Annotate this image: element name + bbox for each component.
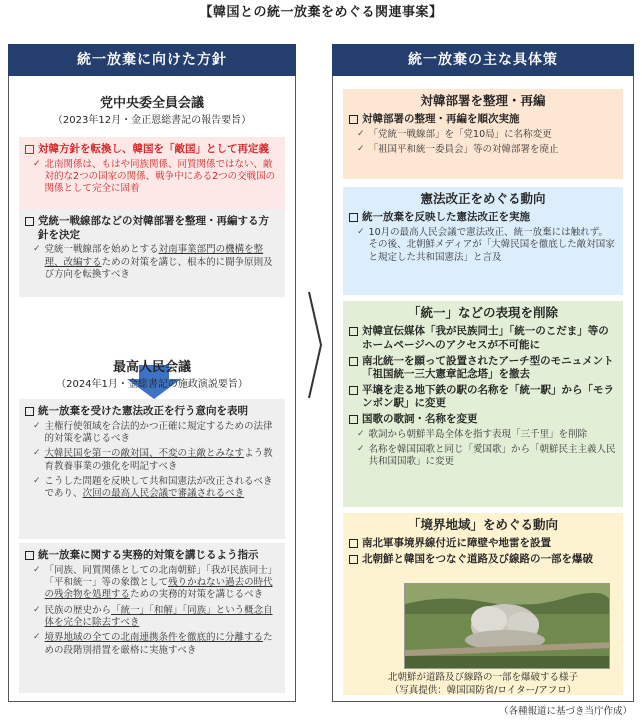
sec4-heading1: 南北軍事境界線付近に障壁や地雷を設置	[349, 537, 617, 551]
sec2-bullet1: ✓ 10月の最高人民会議で憲法改正、統一放棄には触れず。その後、北朝鮮メディアが「大韓民国を徹底した敵対国家と規定した共和国憲法」と言及	[357, 226, 615, 263]
square-bullet-icon	[349, 357, 358, 366]
square-bullet-icon	[349, 327, 358, 336]
sec3-heading3: 平壌を走る地下鉄の駅の名称を「統一駅」から「モランボン駅」に変更	[349, 384, 617, 411]
check-icon: ✓	[33, 158, 41, 169]
sec2-title: 憲法改正をめぐる動向	[420, 191, 546, 206]
sec3-box	[343, 301, 623, 507]
meeting2-bullet3: ✓ こうした問題を反映して共和国憲法が改正されるべきであり、次回の最高人民会議で審議されるべき	[33, 476, 273, 500]
meeting1-subtitle: （2023年12月・金正恩総書記の報告要旨）	[52, 115, 252, 126]
meeting2-box1	[19, 399, 285, 539]
sec3-title: 「統一」などの表現を削除	[407, 305, 558, 320]
square-bullet-icon	[349, 213, 358, 222]
sec3-heading2: 南北統一を願って設置されたアーチ型のモニュメント「祖国統一三大憲章記念塔」を撤去	[349, 355, 617, 382]
explosion-photo	[404, 583, 610, 669]
sec2-heading: 統一放棄を反映した憲法改正を実施	[349, 211, 617, 225]
explosion-image	[405, 584, 610, 669]
meeting2-bullet1: ✓ 主権行使領域を合法的かつ正確に規定するための法律的対策を講じるべき	[33, 420, 273, 444]
meeting2-bullet4: ✓ 「同族、同質関係としての北南朝鮮」「我が民族同士」「平和統一」等の象徴として残りかねない過去の時代の残余物を処理するための実務的対策を講じるべき	[33, 564, 278, 601]
meeting1-bullet1: ✓ 北南関係は、もはや同族関係、同質関係ではない、敵対的な2つの国家の関係、戦争中にある2つの交戦国の関係として完全に固着	[33, 158, 276, 195]
page-title: 【韓国との統一放棄をめぐる関連事案】	[199, 5, 443, 20]
sec1-box	[343, 89, 623, 179]
sec3-bullet2: ✓ 名称を韓国国歌と同じ「愛国歌」から「朝鮮民主主義人民共和国国歌」に変更	[357, 444, 616, 468]
meeting1-bullet2: ✓ 党統一戦線部を始めとする対南事業部門の機構を整理、改編するための対策を講じ、根本的に闘争原則及び方向を転換すべき	[33, 244, 273, 280]
chevron-right-icon	[306, 290, 324, 400]
left-column-header: 統一放棄に向けた方針	[8, 44, 296, 76]
check-icon: ✓	[33, 632, 41, 643]
meeting2-subtitle: （2024年1月・金総書記の施政演説要旨）	[56, 379, 248, 390]
meeting2-heading1: 統一放棄を受けた憲法改正を行う意向を表明	[25, 405, 279, 419]
meeting1-box-gray	[19, 209, 285, 297]
sec2-box	[343, 187, 623, 295]
check-icon: ✓	[33, 448, 41, 459]
square-bullet-icon	[349, 539, 358, 548]
meeting1-heading2: 党統一戦線部などの対韓部署を整理・再編する方針を決定	[25, 215, 279, 242]
check-icon: ✓	[33, 476, 41, 487]
check-icon: ✓	[357, 144, 365, 155]
check-icon: ✓	[33, 244, 41, 255]
sec1-heading: 対韓部署の整理・再編を順次実施	[349, 113, 617, 127]
check-icon: ✓	[33, 564, 41, 575]
square-bullet-icon	[349, 115, 358, 124]
check-icon: ✓	[357, 444, 365, 455]
check-icon: ✓	[33, 420, 41, 431]
check-icon: ✓	[357, 428, 365, 439]
sec1-title: 対韓部署を整理・再編	[420, 93, 546, 108]
photo-credit: （写真提供：韓国国防省/ロイター/アフロ）	[389, 685, 577, 696]
square-bullet-icon	[349, 415, 358, 424]
sec1-bullet1: ✓ 「党統一戦線部」を「党10局」に名称変更	[357, 128, 552, 140]
photo-caption: 北朝鮮が道路及び線路の一部を爆破する様子	[387, 672, 578, 683]
check-icon: ✓	[33, 604, 41, 615]
square-bullet-icon	[25, 145, 34, 154]
sec3-bullet1: ✓ 歌詞から朝鮮半島全体を指す表現「三千里」を削除	[357, 428, 588, 440]
meeting2-bullet5: ✓ 民族の歴史から「統一」「和解」「同族」という概念自体を完全に除去すべき	[33, 604, 273, 629]
square-bullet-icon	[349, 555, 358, 564]
sec1-bullet2: ✓ 「祖国平和統一委員会」等の対韓部署を廃止	[357, 144, 559, 156]
meeting2-heading2: 統一放棄に関する実務的対策を講じるよう指示	[25, 549, 279, 563]
sec3-heading1: 対韓宣伝媒体「我が民族同士」「統一のこだま」等のホームページへのアクセスが不可能に	[349, 325, 617, 352]
meeting2-title: 最高人民会議	[112, 360, 191, 375]
sec3-heading4: 国歌の歌詞・名称を変更	[349, 413, 617, 427]
meeting1-heading1: 対韓方針を転換し、韓国を「敵国」として再定義	[25, 143, 279, 157]
sec4-heading2: 北朝鮮と韓国をつなぐ道路及び線路の一部を爆破	[349, 553, 617, 567]
square-bullet-icon	[25, 217, 34, 226]
footnote: （各種報道に基づき当庁作成）	[498, 706, 632, 717]
left-column	[8, 44, 296, 702]
meeting2-bullet6: ✓ 境界地域の全ての北南連携条件を徹底的に分離するための段階別措置を厳格に実施すべき	[33, 632, 273, 656]
square-bullet-icon	[349, 386, 358, 395]
check-icon: ✓	[357, 226, 365, 237]
meeting2-box2	[19, 543, 285, 693]
meeting2-bullet2: ✓ 大韓民国を第一の敵対国、不変の主敵とみなすよう教育教養事業の強化を明記すべき	[33, 448, 273, 472]
sec4-title: 「境界地域」をめぐる動向	[407, 517, 558, 532]
meeting1-box-red	[19, 137, 285, 209]
check-icon: ✓	[357, 128, 365, 139]
square-bullet-icon	[25, 551, 34, 560]
meeting1-title: 党中央委全員会議	[99, 96, 204, 111]
right-column-header: 統一放棄の主な具体策	[332, 44, 634, 76]
square-bullet-icon	[25, 407, 34, 416]
